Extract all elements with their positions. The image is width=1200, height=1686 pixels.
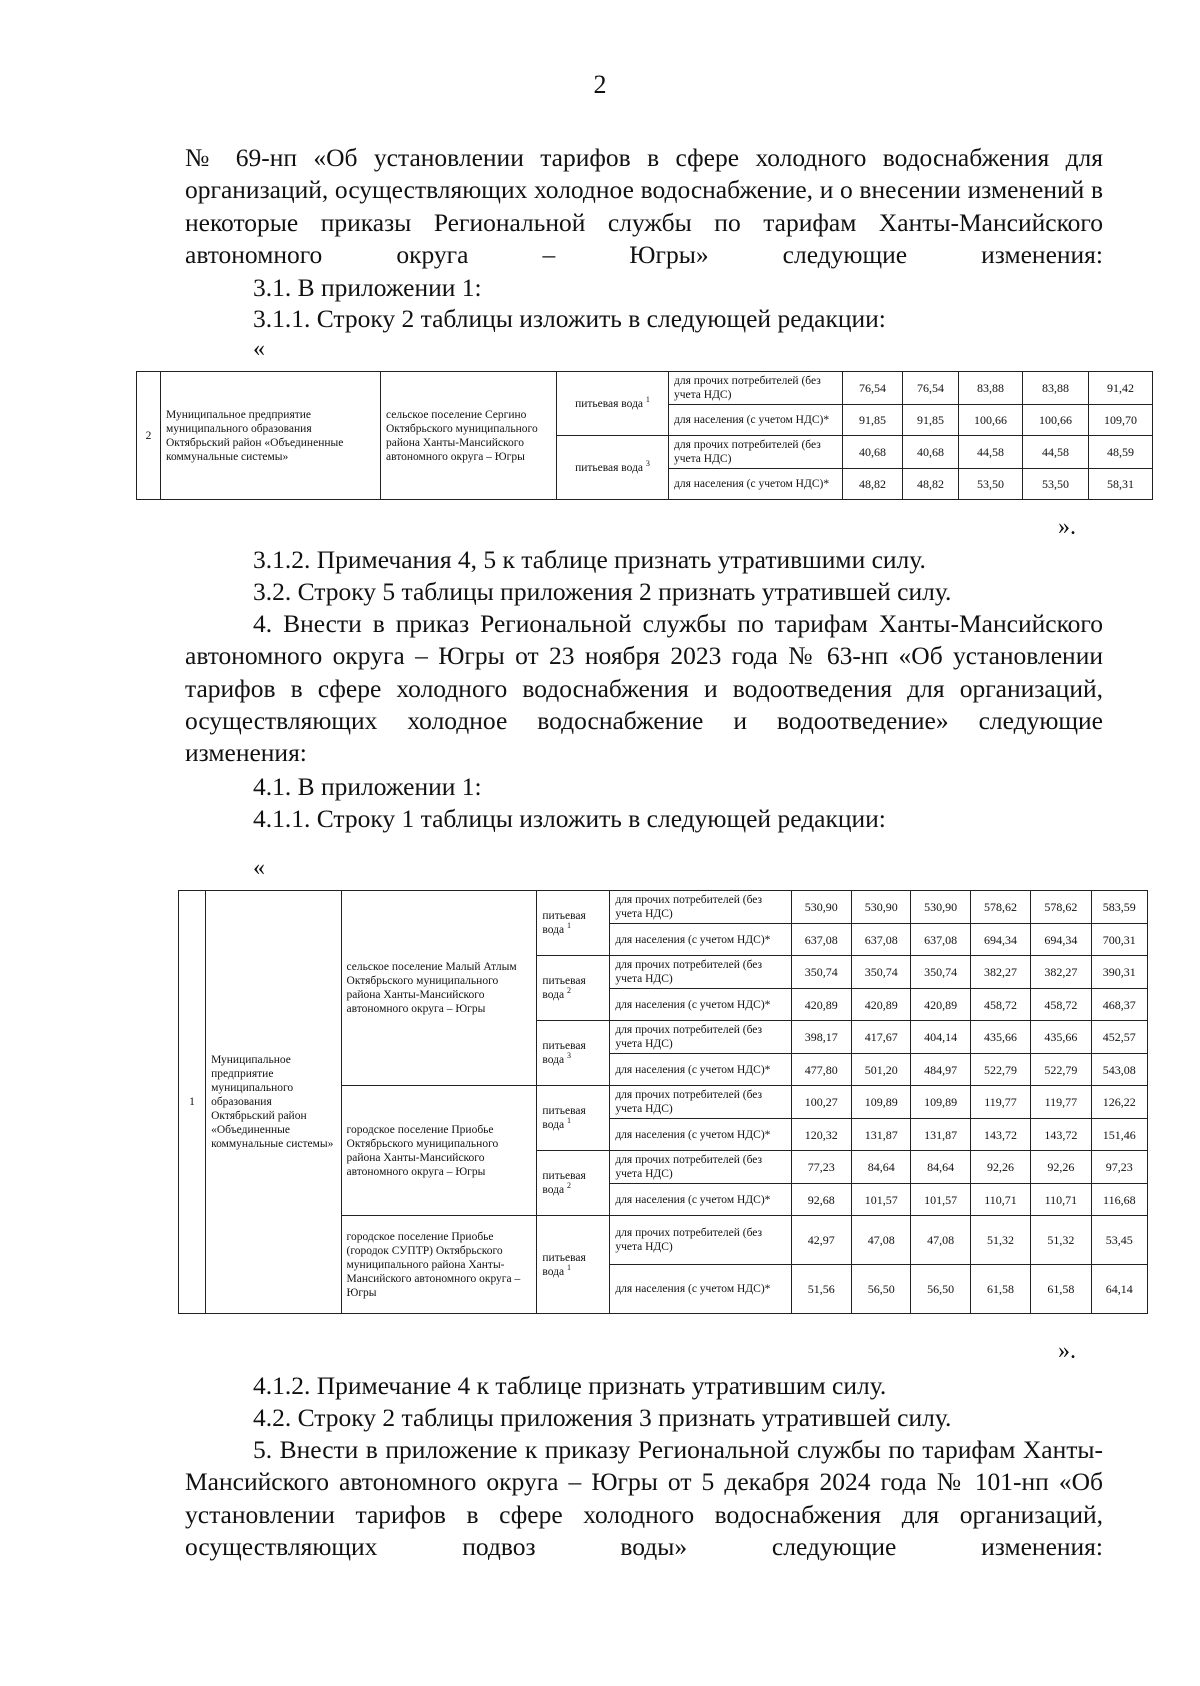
tariff-value: 578,62 [1031,891,1091,924]
tariff-value: 484,97 [911,1054,970,1086]
tariff-value: 126,22 [1091,1086,1147,1119]
tariff-value: 101,57 [852,1184,911,1216]
tariff-value: 694,34 [1031,924,1091,956]
tariff-value: 109,89 [852,1086,911,1119]
tariff-value: 131,87 [911,1119,970,1151]
footnote-mark: 1 [645,394,650,404]
tariff-value: 143,72 [1031,1119,1091,1151]
footnote-mark: 2 [567,1181,571,1191]
tariff-value: 109,89 [911,1086,970,1119]
tariff-value: 382,27 [1031,956,1091,989]
territory-name: сельское поселение Малый Атлым Октябрьского муниципального района Ханты-Мансийского автономного округа – Югры [341,891,537,1086]
consumer-category: для прочих потребителей (без учета НДС) [610,891,791,924]
tariff-table-2 [178,890,1148,1314]
paragraph-3-end: № 69-нп «Об установлении тарифов в сфере холодного водоснабжения для организаций, осуществляющих холодное водоснабжение, и о внесении изменений в некоторые приказы Региональной службы по тарифам Ханты-Мансийского автономного округа – Югры» следующие изменения: [185,143,1103,269]
water-type: питьевая вода $^2$ [537,956,610,1021]
footnote-mark: 1 [567,1116,571,1126]
water-type: питьевая вода $^3$ [557,436,669,500]
tariff-value: 530,90 [911,891,970,924]
tariff-value: 522,79 [970,1054,1030,1086]
tariff-value: 694,34 [970,924,1030,956]
tariff-value: 110,71 [970,1184,1030,1216]
tariff-value: 40,68 [903,436,959,469]
tariff-value: 458,72 [1031,989,1091,1021]
tariff-value: 83,88 [959,372,1023,405]
water-type: питьевая вода $^1$ [537,1216,610,1314]
table-row [179,891,1148,924]
water-type: питьевая вода $^3$ [537,1021,610,1086]
tariff-value: 143,72 [970,1119,1030,1151]
quote-close-2: ». [1058,1338,1076,1364]
tariff-value: 58,31 [1089,469,1153,500]
water-type: питьевая вода $^2$ [537,1151,610,1216]
tariff-value: 700,31 [1091,924,1147,956]
tariff-value: 420,89 [791,989,851,1021]
tariff-value: 116,68 [1091,1184,1147,1216]
tariff-value: 40,68 [843,436,903,469]
tariff-value: 435,66 [970,1021,1030,1054]
consumer-category: для населения (с учетом НДС)* [669,469,843,500]
item-4-2: 4.2. Строку 2 таблицы приложения 3 признать утратившей силу. [253,1403,952,1432]
tariff-value: 131,87 [852,1119,911,1151]
tariff-value: 53,45 [1091,1216,1147,1265]
quote-close-1: ». [1058,514,1076,540]
tariff-value: 47,08 [911,1216,970,1265]
consumer-category: для прочих потребителей (без учета НДС) [610,1021,791,1054]
tariff-value: 109,70 [1089,405,1153,436]
consumer-category: для прочих потребителей (без учета НДС) [610,1086,791,1119]
row-number: 2 [137,372,161,500]
consumer-category: для населения (с учетом НДС)* [610,1054,791,1086]
tariff-value: 51,32 [1031,1216,1091,1265]
consumer-category: для прочих потребителей (без учета НДС) [610,1151,791,1184]
tariff-value: 120,32 [791,1119,851,1151]
tariff-value: 417,67 [852,1021,911,1054]
consumer-category: для населения (с учетом НДС)* [610,924,791,956]
tariff-value: 92,26 [1031,1151,1091,1184]
consumer-category: для прочих потребителей (без учета НДС) [669,436,843,469]
territory-name: городское поселение Приобье (городок СУПТР) Октябрьского муниципального района Ханты-Мансийского автономного округа – Югры [341,1216,537,1314]
tariff-value: 110,71 [1031,1184,1091,1216]
quote-open-2: « [253,855,265,881]
tariff-value: 398,17 [791,1021,851,1054]
item-3-1-2: 3.1.2. Примечания 4, 5 к таблице признать утратившими силу. [253,545,926,574]
footnote-mark: 1 [567,921,571,931]
tariff-value: 48,82 [903,469,959,500]
footnote-mark: 1 [567,1262,571,1272]
tariff-value: 151,46 [1091,1119,1147,1151]
tariff-value: 92,26 [970,1151,1030,1184]
tariff-value: 44,58 [959,436,1023,469]
paragraph-5: 5. Внести в приложение к приказу Региональной службы по тарифам Ханты-Мансийского автономного округа – Югры от 5 декабря 2024 года № 101-нп «Об установлении тарифов в сфере холодного водоснабжения для организаций, осуществляющих подвоз воды» следующие изменения: [185,1435,1103,1561]
water-type: питьевая вода $^1$ [537,891,610,956]
tariff-value: 56,50 [911,1265,970,1314]
tariff-value: 420,89 [852,989,911,1021]
tariff-value: 637,08 [852,924,911,956]
item-4-1-2: 4.1.2. Примечание 4 к таблице признать утратившим силу. [253,1371,887,1400]
item-3-2: 3.2. Строку 5 таблицы приложения 2 признать утратившей силу. [253,577,952,606]
consumer-category: для населения (с учетом НДС)* [610,1184,791,1216]
consumer-category: для населения (с учетом НДС)* [610,1265,791,1314]
tariff-value: 48,82 [843,469,903,500]
tariff-value: 382,27 [970,956,1030,989]
tariff-value: 637,08 [911,924,970,956]
water-type: питьевая вода $^1$ [557,372,669,436]
tariff-value: 530,90 [791,891,851,924]
tariff-value: 101,57 [911,1184,970,1216]
tariff-value: 452,57 [1091,1021,1147,1054]
tariff-value: 48,59 [1089,436,1153,469]
water-type: питьевая вода $^1$ [537,1086,610,1151]
tariff-value: 458,72 [970,989,1030,1021]
tariff-value: 76,54 [903,372,959,405]
territory-name: сельское поселение Сергино Октябрьского муниципального района Ханты-Мансийского автономного округа – Югры [381,372,557,500]
tariff-value: 61,58 [970,1265,1030,1314]
tariff-value: 61,58 [1031,1265,1091,1314]
consumer-category: для прочих потребителей (без учета НДС) [669,372,843,405]
consumer-category: для прочих потребителей (без учета НДС) [610,1216,791,1265]
tariff-value: 119,77 [970,1086,1030,1119]
tariff-value: 84,64 [911,1151,970,1184]
footnote-mark: 3 [645,458,650,468]
consumer-category: для населения (с учетом НДС)* [669,405,843,436]
tariff-value: 530,90 [852,891,911,924]
tariff-value: 543,08 [1091,1054,1147,1086]
tariff-value: 56,50 [852,1265,911,1314]
tariff-value: 83,88 [1023,372,1089,405]
tariff-value: 350,74 [852,956,911,989]
tariff-value: 53,50 [959,469,1023,500]
tariff-value: 64,14 [1091,1265,1147,1314]
footnote-mark: 2 [567,986,571,996]
tariff-value: 44,58 [1023,436,1089,469]
tariff-value: 420,89 [911,989,970,1021]
tariff-value: 350,74 [791,956,851,989]
tariff-value: 51,32 [970,1216,1030,1265]
tariff-value: 390,31 [1091,956,1147,989]
tariff-value: 583,59 [1091,891,1147,924]
tariff-value: 578,62 [970,891,1030,924]
item-3-1-1: 3.1.1. Строку 2 таблицы изложить в следующей редакции: [253,304,886,333]
table-row [137,372,1153,405]
tariff-value: 53,50 [1023,469,1089,500]
tariff-value: 51,56 [791,1265,851,1314]
tariff-value: 47,08 [852,1216,911,1265]
tariff-value: 100,27 [791,1086,851,1119]
organization-name: Муниципальное предприятие муниципального образования Октябрьский район «Объединенные коммунальные системы» [206,891,341,1314]
footnote-mark: 3 [567,1051,571,1061]
consumer-category: для прочих потребителей (без учета НДС) [610,956,791,989]
tariff-value: 637,08 [791,924,851,956]
tariff-value: 100,66 [959,405,1023,436]
item-4-1-1: 4.1.1. Строку 1 таблицы изложить в следующей редакции: [253,804,886,833]
item-3-1: 3.1. В приложении 1: [253,273,482,302]
tariff-value: 42,97 [791,1216,851,1265]
tariff-value: 404,14 [911,1021,970,1054]
consumer-category: для населения (с учетом НДС)* [610,1119,791,1151]
row-number: 1 [179,891,206,1314]
tariff-table-1 [136,371,1153,500]
tariff-value: 97,23 [1091,1151,1147,1184]
tariff-value: 350,74 [911,956,970,989]
tariff-value: 468,37 [1091,989,1147,1021]
territory-name: городское поселение Приобье Октябрьского муниципального района Ханты-Мансийского автономного округа – Югры [341,1086,537,1216]
item-4-1: 4.1. В приложении 1: [253,772,482,801]
tariff-value: 91,42 [1089,372,1153,405]
quote-open-1: « [253,336,265,362]
tariff-value: 84,64 [852,1151,911,1184]
tariff-value: 100,66 [1023,405,1089,436]
tariff-value: 77,23 [791,1151,851,1184]
tariff-value: 501,20 [852,1054,911,1086]
consumer-category: для населения (с учетом НДС)* [610,989,791,1021]
tariff-value: 76,54 [843,372,903,405]
tariff-value: 92,68 [791,1184,851,1216]
paragraph-4: 4. Внести в приказ Региональной службы по тарифам Ханты-Мансийского автономного округа – Югры от 23 ноября 2023 года № 63-нп «Об установлении тарифов в сфере холодного водоснабжения и водоотведения для организаций, осуществляющих холодное водоснабжение и водоотведение» следующие изменения: [185,609,1103,768]
tariff-value: 522,79 [1031,1054,1091,1086]
organization-name: Муниципальное предприятие муниципального образования Октябрьский район «Объединенные коммунальные системы» [161,372,381,500]
tariff-value: 91,85 [903,405,959,436]
page-number: 2 [593,70,607,99]
tariff-value: 119,77 [1031,1086,1091,1119]
tariff-value: 435,66 [1031,1021,1091,1054]
tariff-value: 91,85 [843,405,903,436]
tariff-value: 477,80 [791,1054,851,1086]
